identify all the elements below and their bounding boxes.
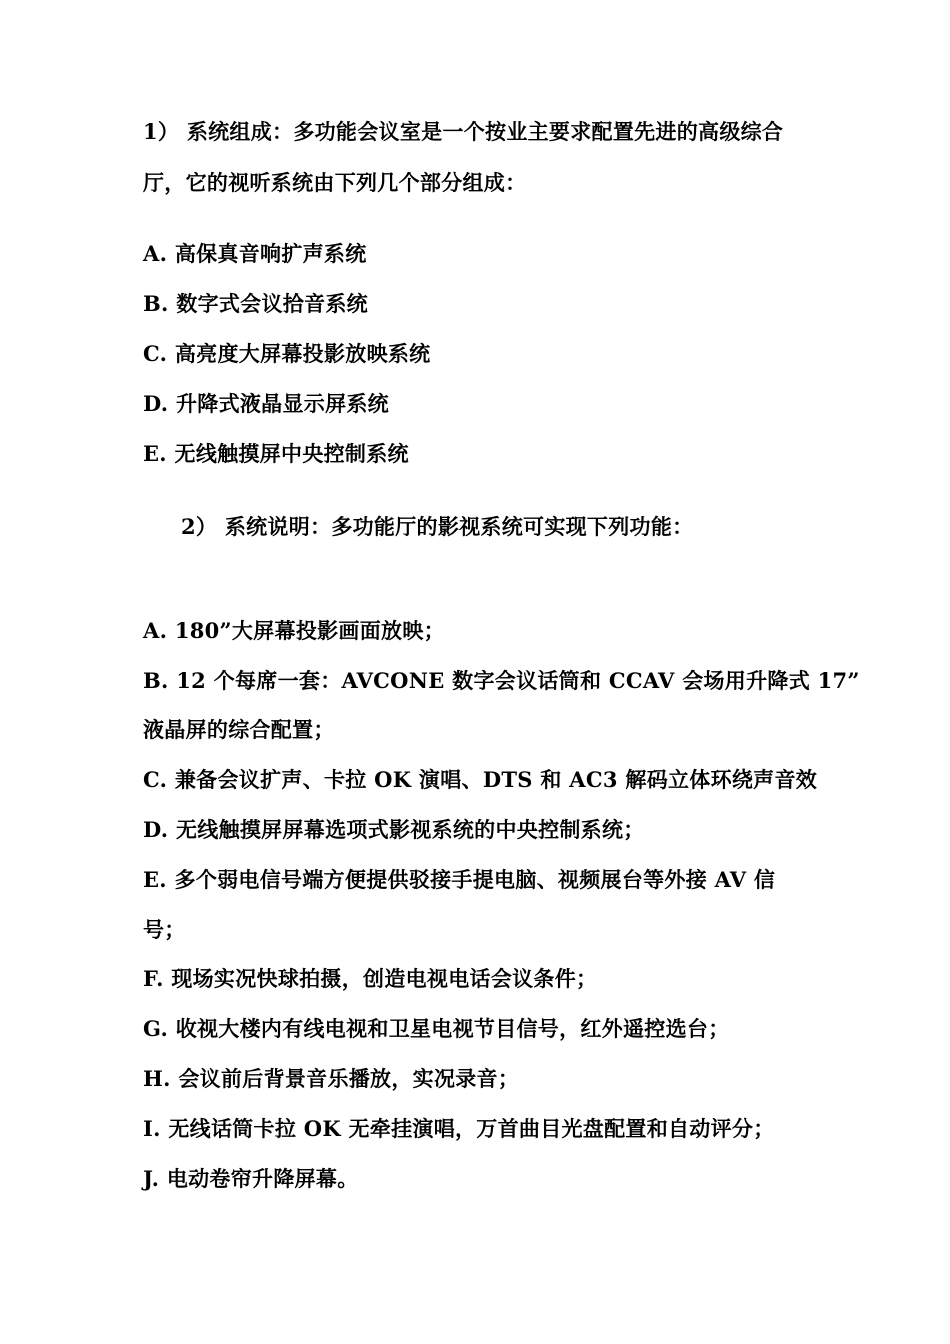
section2-item-j: J. 电动卷帘升降屏幕。: [143, 1166, 359, 1191]
section1-item-b: B. 数字式会议拾音系统: [143, 291, 368, 316]
section2-item-g: G. 收视大楼内有线电视和卫星电视节目信号，红外遥控选台；: [143, 1016, 730, 1041]
section1-item-c: C. 高亮度大屏幕投影放映系统: [143, 341, 431, 366]
section2-item-f: F. 现场实况快球拍摄，创造电视电话会议条件；: [143, 966, 598, 991]
section1-item-d: D. 升降式液晶显示屏系统: [143, 391, 389, 416]
section1-item-e: E. 无线触摸屏中央控制系统: [143, 441, 409, 466]
section2-item-b-cont: 液晶屏的综合配置；: [143, 717, 335, 742]
section2-item-e-cont: 号；: [143, 917, 186, 942]
section1-item-a: A. 高保真音响扩声系统: [143, 241, 367, 266]
section1-intro-line1: 1） 系统组成：多功能会议室是一个按业主要求配置先进的高级综合: [143, 119, 784, 144]
section2-item-i: I. 无线话筒卡拉 OK 无牵挂演唱，万首曲目光盘配置和自动评分；: [143, 1116, 775, 1141]
section2-item-e: E. 多个弱电信号端方便提供驳接手提电脑、视频展台等外接 AV 信: [143, 867, 776, 892]
section1-intro-line2: 厅，它的视听系统由下列几个部分组成：: [143, 170, 527, 195]
section2-item-d: D. 无线触摸屏屏幕选项式影视系统的中央控制系统；: [143, 817, 645, 842]
section2-item-a: A. 180”大屏幕投影画面放映；: [143, 618, 445, 643]
section2-heading: 2） 系统说明：多功能厅的影视系统可实现下列功能：: [181, 514, 694, 539]
section2-item-h: H. 会议前后背景音乐播放，实况录音；: [143, 1066, 520, 1091]
section2-item-c: C. 兼备会议扩声、卡拉 OK 演唱、DTS 和 AC3 解码立体环绕声音效: [143, 767, 818, 792]
section2-item-b: B. 12 个每席一套：AVCONE 数字会议话筒和 CCAV 会场用升降式 17”: [143, 668, 860, 693]
